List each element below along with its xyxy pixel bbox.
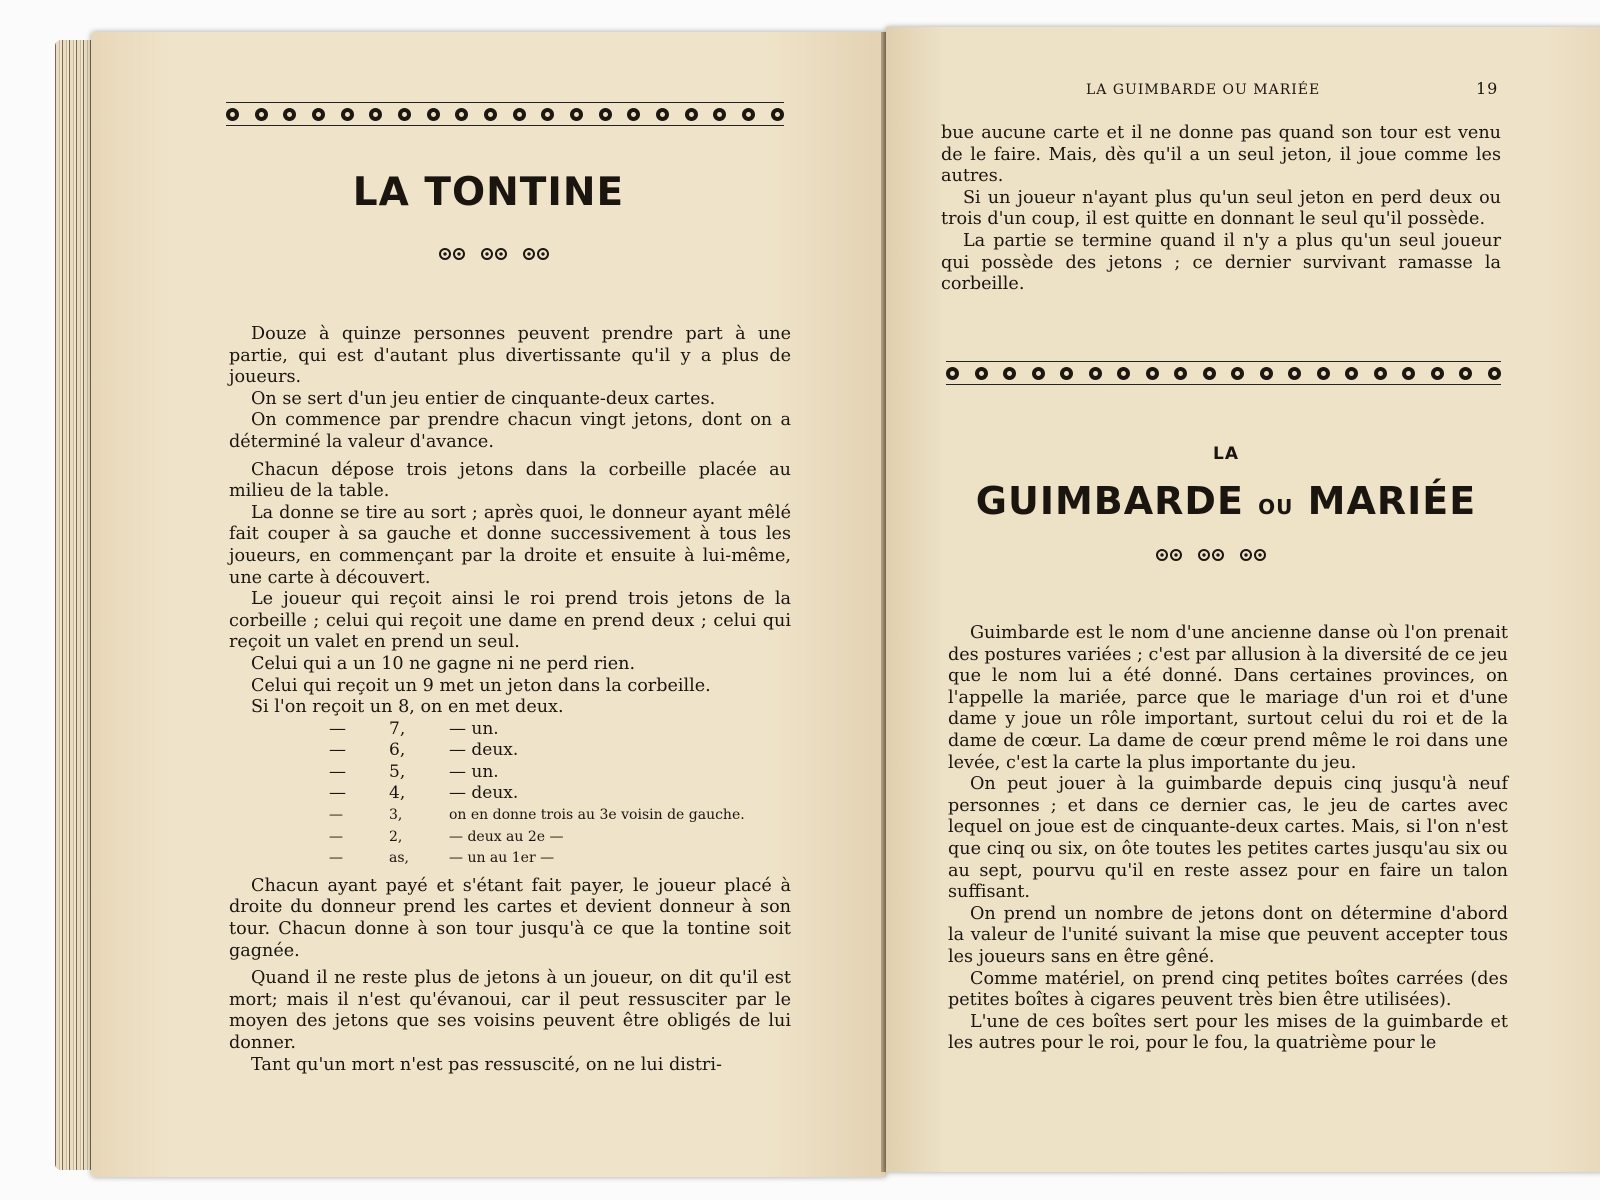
page-title-guimbarde xyxy=(886,479,1566,523)
left-body xyxy=(229,324,791,1076)
page-title-tontine: LA TONTINE xyxy=(352,170,625,215)
ornament-trio-right xyxy=(1156,549,1266,563)
left-page xyxy=(91,32,886,1177)
running-head: LA GUIMBARDE OU MARIÉE xyxy=(1086,82,1321,98)
table-row: — 7, — un. xyxy=(329,718,499,739)
table-row: — 5, — un. xyxy=(329,761,499,782)
paragraph: Le joueur qui reçoit ainsi le roi prend trois jetons de la corbeille ; celui qui reçoit une dame en prend deux ; celui qui reçoit un valet en prend un seul. xyxy=(229,589,791,653)
paragraph: Chacun dépose trois jetons dans la corbeille placée au milieu de la table. xyxy=(229,459,791,502)
paragraph: La donne se tire au sort ; après quoi, le donneur ayant mêlé fait couper à sa gauche et donne successivement à tous les joueurs, en commençant par la droite et ensuite à lui-même, une carte à découvert. xyxy=(229,502,791,588)
table-row: — 3, on en donne trois au 3e voisin de gauche. xyxy=(329,807,745,824)
title-word: MARIÉE xyxy=(1307,479,1477,523)
paragraph: La partie se termine quand il n'y a plus qu'un seul joueur qui possède des jetons ; ce dernier survivant ramasse la corbeille. xyxy=(941,230,1501,295)
paragraph: Si un joueur n'ayant plus qu'un seul jeton en perd deux ou trois d'un coup, il est quitte en donnant le seul qu'il possède. xyxy=(941,187,1501,230)
ornament-trio-left xyxy=(439,248,549,262)
title-ou: OU xyxy=(1258,495,1294,519)
paragraph: On se sert d'un jeu entier de cinquante-deux cartes. xyxy=(251,388,716,409)
paragraph: On commence par prendre chacun vingt jetons, dont on a déterminé la valeur d'avance. xyxy=(229,410,791,452)
right-top-body xyxy=(941,123,1501,296)
paragraph: Guimbarde est le nom d'une ancienne danse où l'on prenait des postures variées ; c'est par allusion à la diversité de ce jeu que le nom lui a été donné. Dans certaines provinces, on l'appelle la mariée, parce que le mariage d'un roi et d'une dame y joue un rôle important, surtout celui du roi et de la dame de cœur. La dame de cœur prend même le roi dans une levée, c'est la carte la plus importante du jeu. xyxy=(948,623,1508,773)
title-small-la: LA xyxy=(1213,444,1239,464)
title-word: GUIMBARDE xyxy=(975,479,1244,523)
right-body xyxy=(948,623,1508,1055)
paragraph: On prend un nombre de jetons dont on détermine d'abord la valeur de l'unité suivant la mise que peuvent accepter tous les joueurs sans en être gêné. xyxy=(948,903,1508,967)
page-number: 19 xyxy=(1476,79,1499,98)
paragraph: L'une de ces boîtes sert pour les mises de la guimbarde et les autres pour le roi, pour le fou, la quatrième pour le xyxy=(948,1011,1508,1054)
payout-table xyxy=(329,719,791,870)
right-page xyxy=(886,27,1600,1172)
paragraph: Si l'on reçoit un 8, on en met deux. xyxy=(251,697,564,718)
table-row: — 6, — deux. xyxy=(329,740,519,761)
paragraph: Celui qui a un 10 ne gagne ni ne perd rien. xyxy=(251,653,636,674)
table-row: — 4, — deux. xyxy=(329,783,519,804)
ornament-border-top-left xyxy=(226,102,784,126)
paragraph: Tant qu'un mort n'est pas ressuscité, on ne lui distri- xyxy=(251,1054,722,1075)
paragraph: Chacun ayant payé et s'étant fait payer, le joueur placé à droite du donneur prend les cartes et devient donneur à son tour. Chacun donne à son tour jusqu'à ce que la tontine soit gagnée. xyxy=(229,875,791,961)
paragraph: On peut jouer à la guimbarde depuis cinq jusqu'à neuf personnes ; et dans ce dernier cas, le jeu de cartes avec lequel on joue est de cinquante-deux cartes. Mais, si l'on n'est que cinq ou six, on ôte toutes les petites cartes jusqu'au six ou au sept, pourvu qu'il en reste assez pour en faire un talon suffisant. xyxy=(948,774,1508,903)
paragraph: Douze à quinze personnes peuvent prendre part à une partie, qui est d'autant plus divertissante qu'il y a plus de joueurs. xyxy=(229,324,791,388)
paragraph: bue aucune carte et il ne donne pas quand son tour est venu de le faire. Mais, dès qu'il a un seul jeton, il joue comme les autres. xyxy=(941,123,1501,187)
paragraph: Quand il ne reste plus de jetons à un joueur, on dit qu'il est mort; mais il n'est qu'évanoui, car il peut ressusciter par le moyen des jetons que ses voisins peuvent être obligés de lui donner. xyxy=(229,968,791,1053)
paragraph: Comme matériel, on prend cinq petites boîtes carrées (des petites boîtes à cigares peuvent très bien être utilisées). xyxy=(948,968,1508,1011)
paragraph: Celui qui reçoit un 9 met un jeton dans la corbeille. xyxy=(251,675,711,696)
table-row: — 2, — deux au 2e — xyxy=(329,828,564,845)
ornament-border-top-right xyxy=(946,361,1501,385)
open-book xyxy=(55,22,1560,1177)
table-row: — as, — un au 1er — xyxy=(329,850,555,867)
